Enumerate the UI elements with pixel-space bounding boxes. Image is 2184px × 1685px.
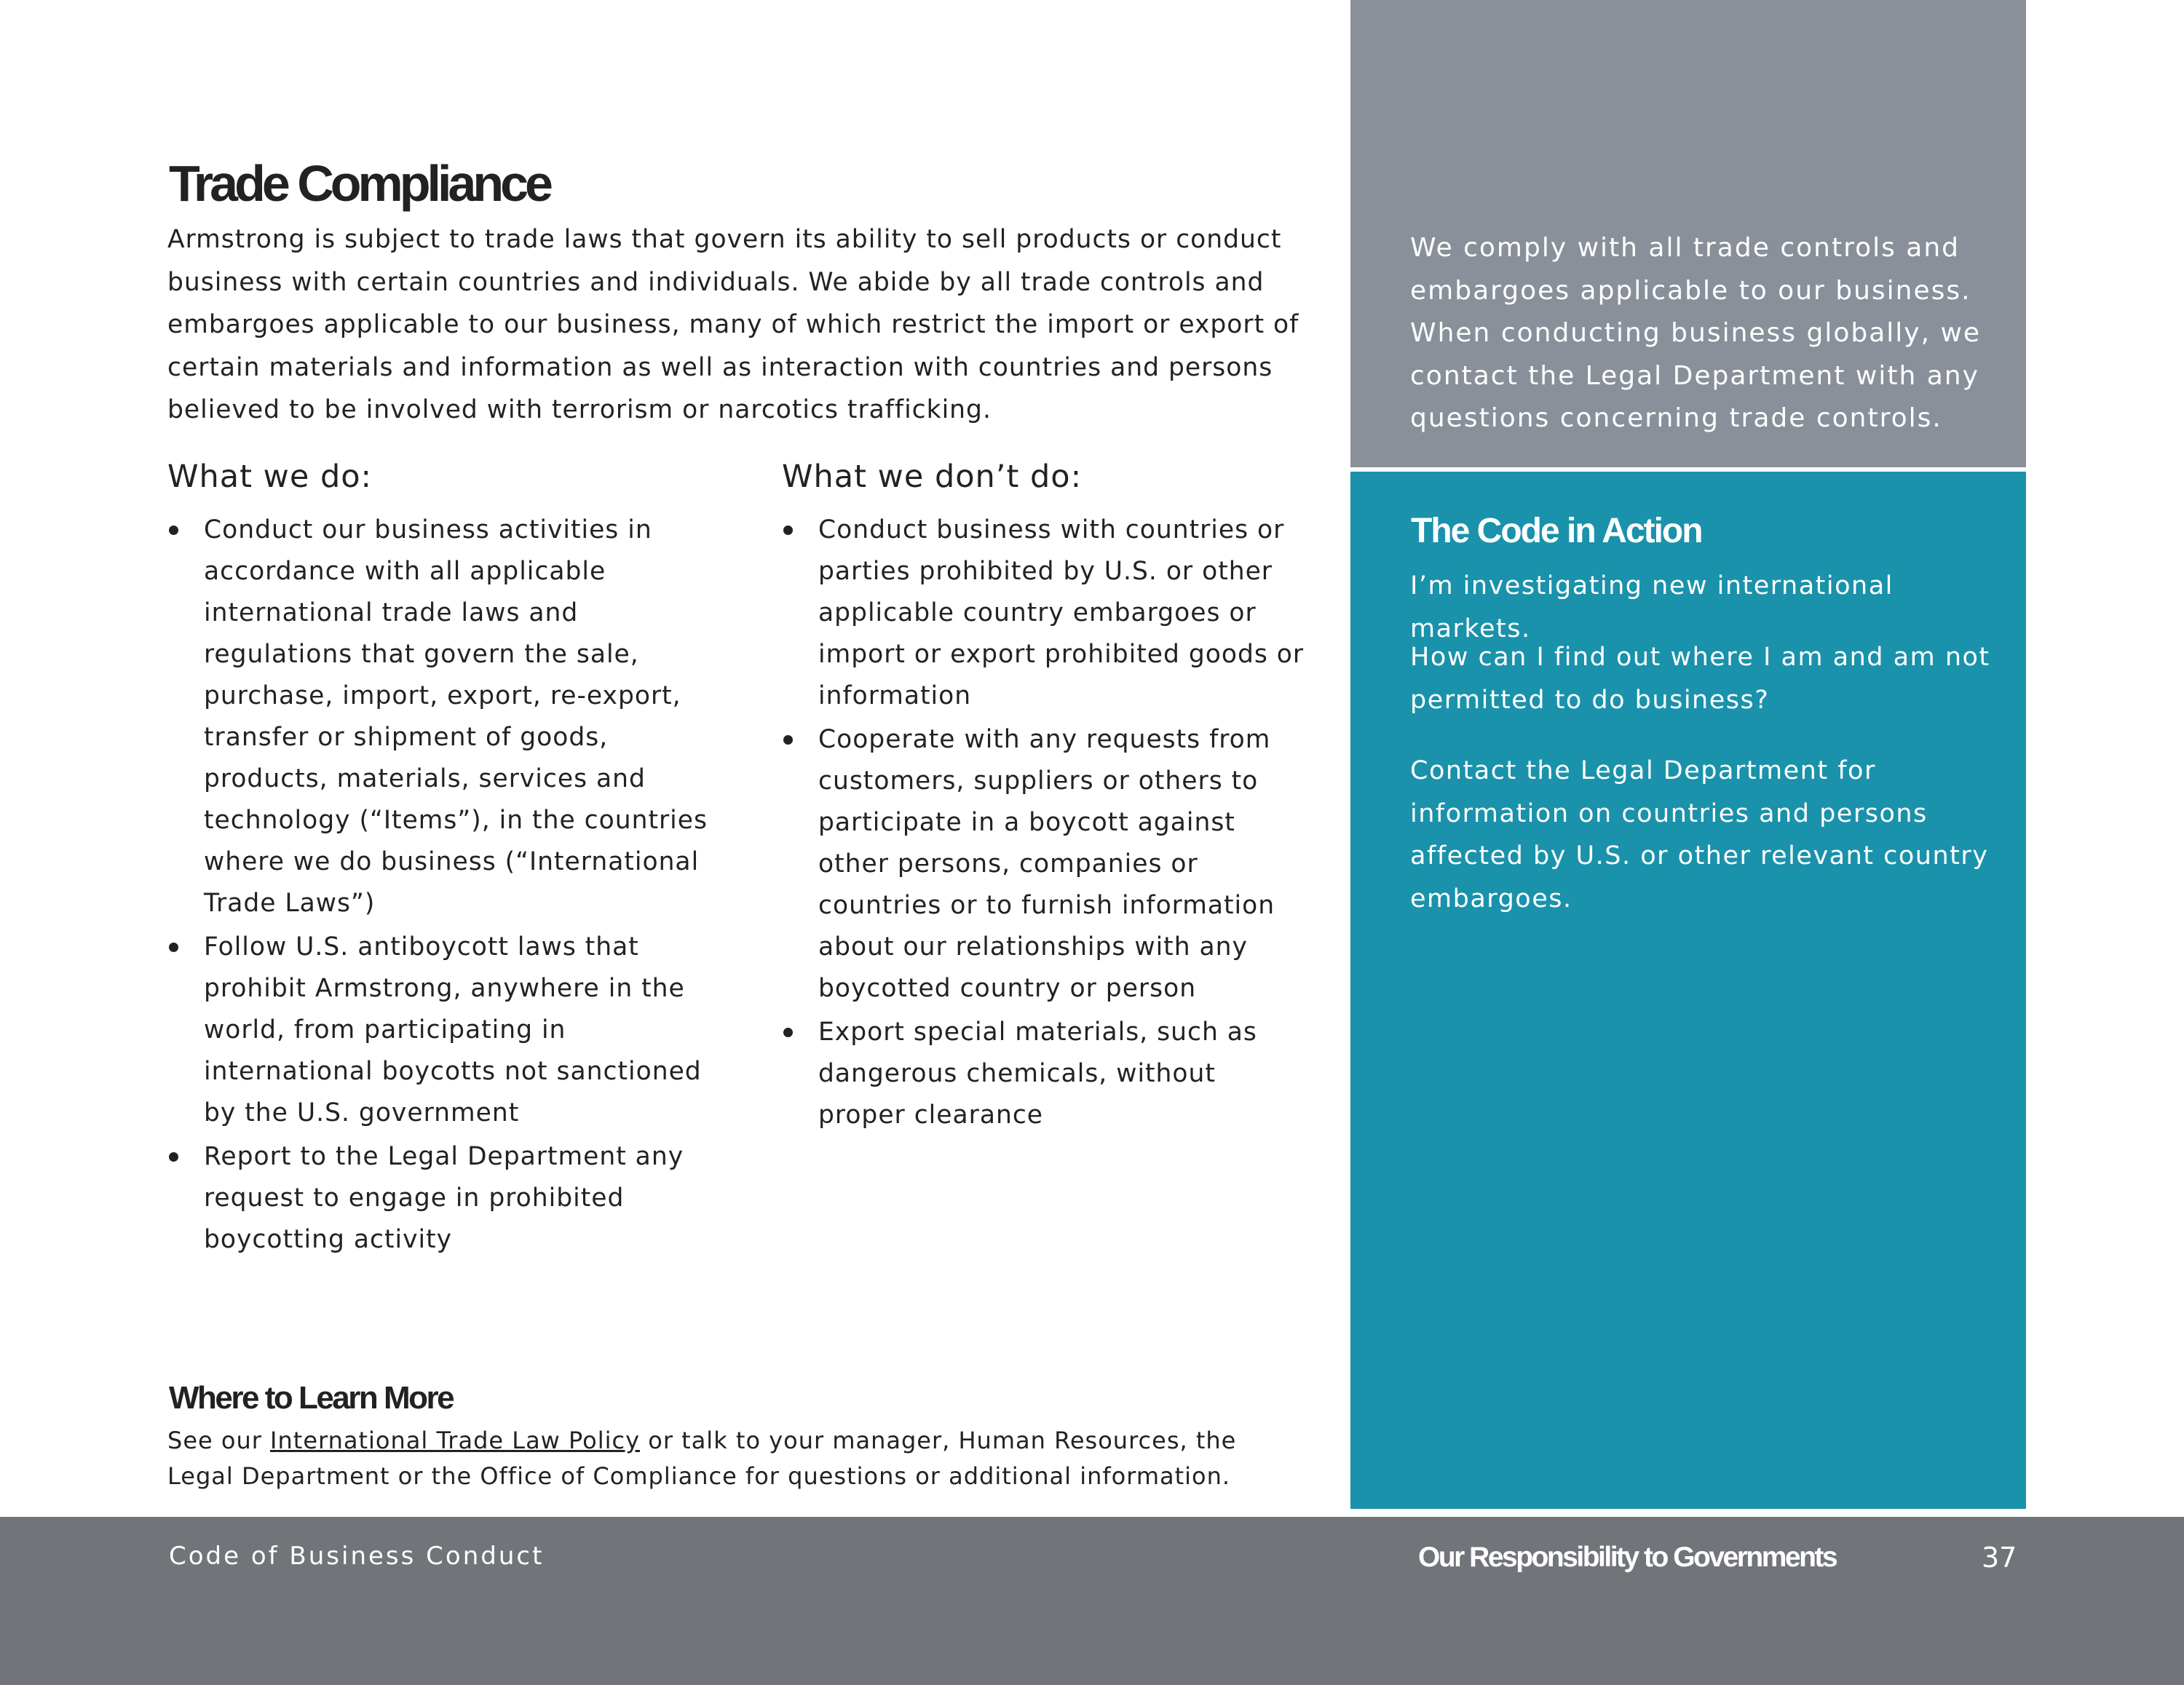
section-title: Our Responsibility to Governments xyxy=(1418,1542,1837,1573)
list-item xyxy=(782,510,1306,717)
learn-more-suffix: or talk to your manager, Human Resources, the Legal Department or the Office of Compliance for questions or additional information. xyxy=(167,1427,1237,1490)
learn-more-prefix: See our xyxy=(167,1427,262,1454)
what-we-dont-do-heading: What we don’t do: xyxy=(782,459,1083,495)
what-we-do-heading: What we do: xyxy=(167,459,373,495)
list-item xyxy=(167,927,721,1134)
page-number: 37 xyxy=(1982,1542,2017,1574)
list-item-text: Report to the Legal Department any request to engage in prohibited boycotting activity xyxy=(204,1142,684,1254)
scenario-text: I’m investigating new international markets. xyxy=(1410,571,1894,643)
bullet-icon xyxy=(169,526,178,535)
list-item-text: Conduct business with countries or parties prohibited by U.S. or other applicable country embargoes or import or export prohibited goods or information xyxy=(818,515,1305,710)
list-item-text: Cooperate with any requests from customers, suppliers or others to participate in a boycott against other persons, companies or countries or to furnish information about our relationships with any boycotted country or person xyxy=(818,725,1275,1003)
page-title: Trade Compliance xyxy=(169,155,550,212)
bullet-icon xyxy=(783,1028,793,1037)
learn-more-text xyxy=(167,1423,1310,1494)
list-item xyxy=(782,1012,1306,1136)
intro-paragraph: Armstrong is subject to trade laws that govern its ability to sell products or conduct business with certain countries and individuals. We abide by all trade controls and embargoes applicable to our business, many of which restrict the import or export of certain materials and information as well as interaction with countries and persons believed to be involved with terrorism or narcotics trafficking. xyxy=(167,225,1299,424)
list-item xyxy=(782,719,1306,1010)
bullet-icon xyxy=(169,1152,178,1162)
answer-text: Contact the Legal Department for information on countries and persons affected by U.S. or other relevant country embargoes. xyxy=(1410,756,1989,913)
bullet-icon xyxy=(169,943,178,952)
document-title: Code of Business Conduct xyxy=(169,1542,545,1571)
list-item-text: Follow U.S. antiboycott laws that prohibit Armstrong, anywhere in the world, from participating in international boycotts not sanctioned by the U.S. government xyxy=(204,932,702,1127)
code-in-action-title: The Code in Action xyxy=(1411,512,1702,550)
list-item xyxy=(167,1136,721,1261)
list-item-text: Conduct our business activities in accordance with all applicable international trade laws and regulations that govern the sale, purchase, import, export, re-export, transfer or shipment of goods, products, materials, services and technology (“Items”), in the countries where we do business (“International Trade Laws”) xyxy=(204,515,708,918)
question-text: How can I find out where I am and am not permitted to do business? xyxy=(1410,643,1990,715)
what-we-dont-do-list xyxy=(782,510,1306,1138)
summary-panel xyxy=(1350,0,2026,467)
policy-link[interactable]: International Trade Law Policy xyxy=(270,1427,641,1454)
list-item xyxy=(167,510,721,924)
what-we-do-list xyxy=(167,510,721,1263)
learn-more-heading: Where to Learn More xyxy=(169,1380,454,1416)
bullet-icon xyxy=(783,526,793,535)
code-in-action-panel xyxy=(1350,472,2026,1509)
summary-text: We comply with all trade controls and embargoes applicable to our business. When conducting business globally, we contact the Legal Department with any questions concerning trade controls. xyxy=(1410,233,1982,433)
page-footer xyxy=(0,1517,2184,1685)
list-item-text: Export special materials, such as dangerous chemicals, without proper clearance xyxy=(818,1018,1257,1130)
bullet-icon xyxy=(783,735,793,745)
